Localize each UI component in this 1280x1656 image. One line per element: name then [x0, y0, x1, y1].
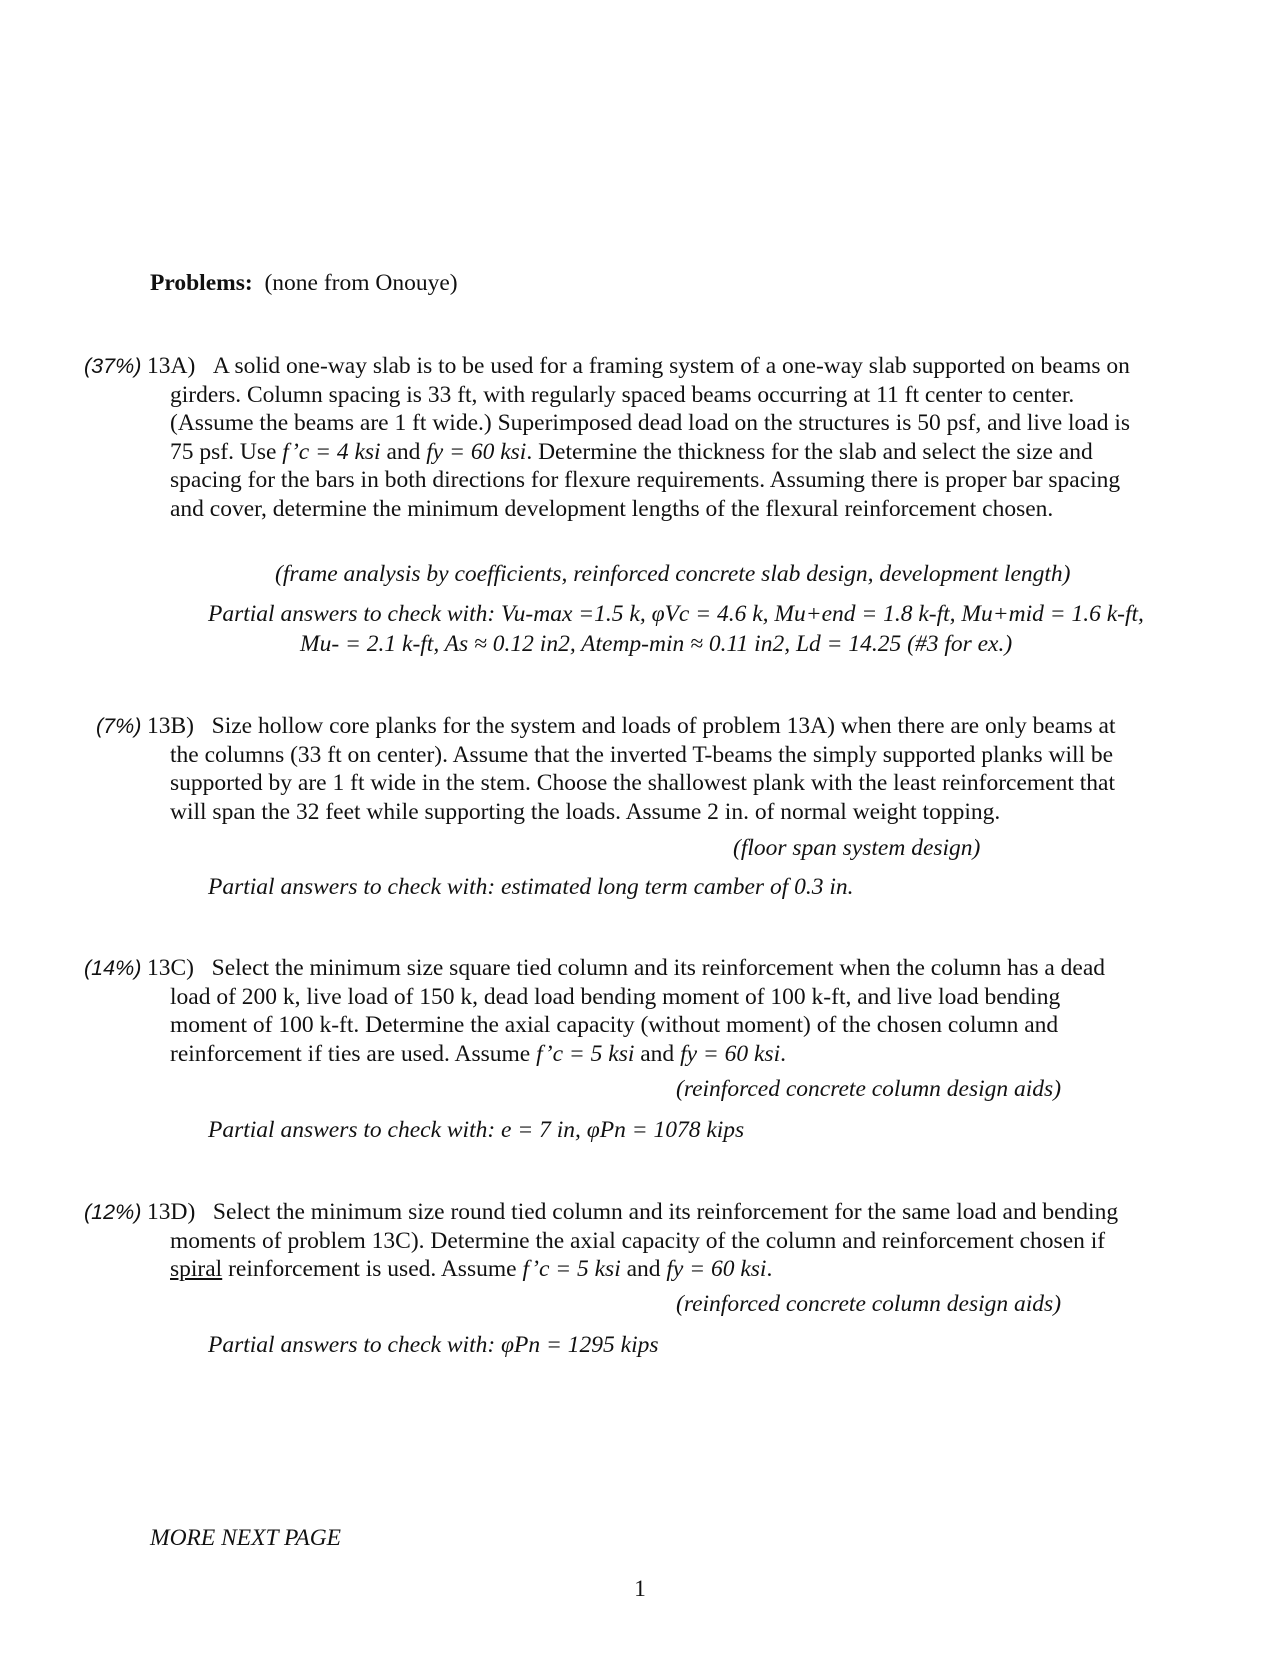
problem-13d-text-b: reinforcement is used. Assume: [222, 1256, 523, 1282]
problem-13d-fy: fy = 60 ksi: [666, 1256, 767, 1282]
problem-13d-weight: (12%): [84, 1200, 142, 1224]
problem-13a-context: (frame analysis by coefficients, reinforced concrete slab design, development length): [275, 561, 1071, 587]
problem-13d: [84, 1198, 1140, 1284]
problem-13a: [84, 352, 1140, 523]
problem-13d-text-a: Select the minimum size round tied column and its reinforcement for the same load and bending moments of problem 13C). Determine the axial capacity of the column and reinforcement chosen if: [170, 1199, 1119, 1254]
problem-13b-id: 13B): [147, 713, 194, 739]
problem-13d-and: and: [620, 1256, 667, 1282]
problem-13a-fc: f’c = 4 ksi: [282, 438, 381, 465]
problem-13b-text: Size hollow core planks for the system and loads of problem 13A) when there are only beams at the columns (33 ft on center). Assume that the inverted T-beams the simply supported planks will be supported by are 1 ft wide in the stem. Choose the shallowest plank with the least reinforcement that will span the 32 feet while supporting the loads. Assume 2 in. of normal weight topping.: [170, 713, 1116, 825]
problem-13c: [84, 954, 1140, 1068]
problem-13b-weight: (7%): [96, 714, 142, 738]
problem-13a-answers-line1: Partial answers to check with: Vu-max =1.5 k, φVc = 4.6 k, Mu+end = 1.8 k-ft, Mu+mid = 1.6 k-ft,: [208, 601, 1144, 627]
problem-13d-end: .: [766, 1256, 773, 1282]
problem-13a-weight: (37%): [84, 354, 142, 378]
heading-note: (none from Onouye): [264, 270, 458, 296]
problem-13b-context: (floor span system design): [733, 835, 981, 861]
problem-13a-text-b: . Determine the thickness for the slab and select the size and spacing for the bars in both directions for flexure requirements. Assuming there is proper bar spacing and cover, determine the minimum development lengths of the flexural reinforcement chosen.: [170, 438, 1121, 522]
problem-13a-fy: fy = 60 ksi: [426, 438, 527, 465]
problem-13a-answers-line2: Mu- = 2.1 k-ft, As ≈ 0.12 in2, Atemp-min ≈ 0.11 in2, Ld = 14.25 (#3 for ex.): [300, 631, 1013, 657]
problem-13c-and: and: [634, 1040, 681, 1067]
problem-13c-fc: f’c = 5 ksi: [536, 1040, 635, 1067]
problem-13c-fy: fy = 60 ksi: [680, 1040, 781, 1067]
problem-13d-context: (reinforced concrete column design aids): [676, 1291, 1062, 1317]
problem-13c-end: .: [780, 1040, 786, 1067]
problem-13b-answers: Partial answers to check with: estimated long term camber of 0.3 in.: [208, 874, 854, 900]
problem-13b-statement: [96, 712, 1140, 826]
problem-13c-answers: Partial answers to check with: e = 7 in, φPn = 1078 kips: [208, 1117, 745, 1143]
problem-13d-statement: [84, 1198, 1140, 1284]
problem-13a-id: 13A): [147, 353, 196, 379]
problem-13c-weight: (14%): [84, 956, 142, 980]
problem-13c-statement: [84, 954, 1140, 1068]
problem-13d-spiral: spiral: [170, 1256, 223, 1282]
problem-13a-text-a: A solid one-way slab is to be used for a framing system of a one-way slab supported on beams on girders. Column spacing is 33 ft, with regularly spaced beams occurring at 11 ft center to center. (Assume the beams are 1 ft wide.) Superimposed dead load on the structures is 50 psf, and live load is 75 psf. Use: [170, 353, 1131, 465]
problem-13a-and: and: [380, 438, 427, 465]
problem-13d-id: 13D): [147, 1199, 196, 1225]
problem-13a-statement: [84, 352, 1140, 523]
problem-13c-text: Select the minimum size square tied column and its reinforcement when the column has a dead load of 200 k, live load of 150 k, dead load bending moment of 100 k-ft, and live load bending moment of 100 k-ft. Determine the axial capacity (without moment) of the chosen column and reinforcement if ties are used. Assume: [170, 955, 1106, 1067]
problem-13c-context: (reinforced concrete column design aids): [676, 1076, 1062, 1102]
problems-heading: [150, 269, 458, 298]
page-number: 1: [634, 1576, 646, 1602]
problem-13d-fc: f’c = 5 ksi: [522, 1256, 621, 1282]
more-next-page: MORE NEXT PAGE: [150, 1525, 342, 1551]
problem-13d-answers: Partial answers to check with: φPn = 1295 kips: [208, 1332, 659, 1358]
heading-label: Problems:: [150, 270, 253, 296]
problem-13b: [96, 712, 1140, 826]
problem-13c-id: 13C): [147, 955, 194, 981]
